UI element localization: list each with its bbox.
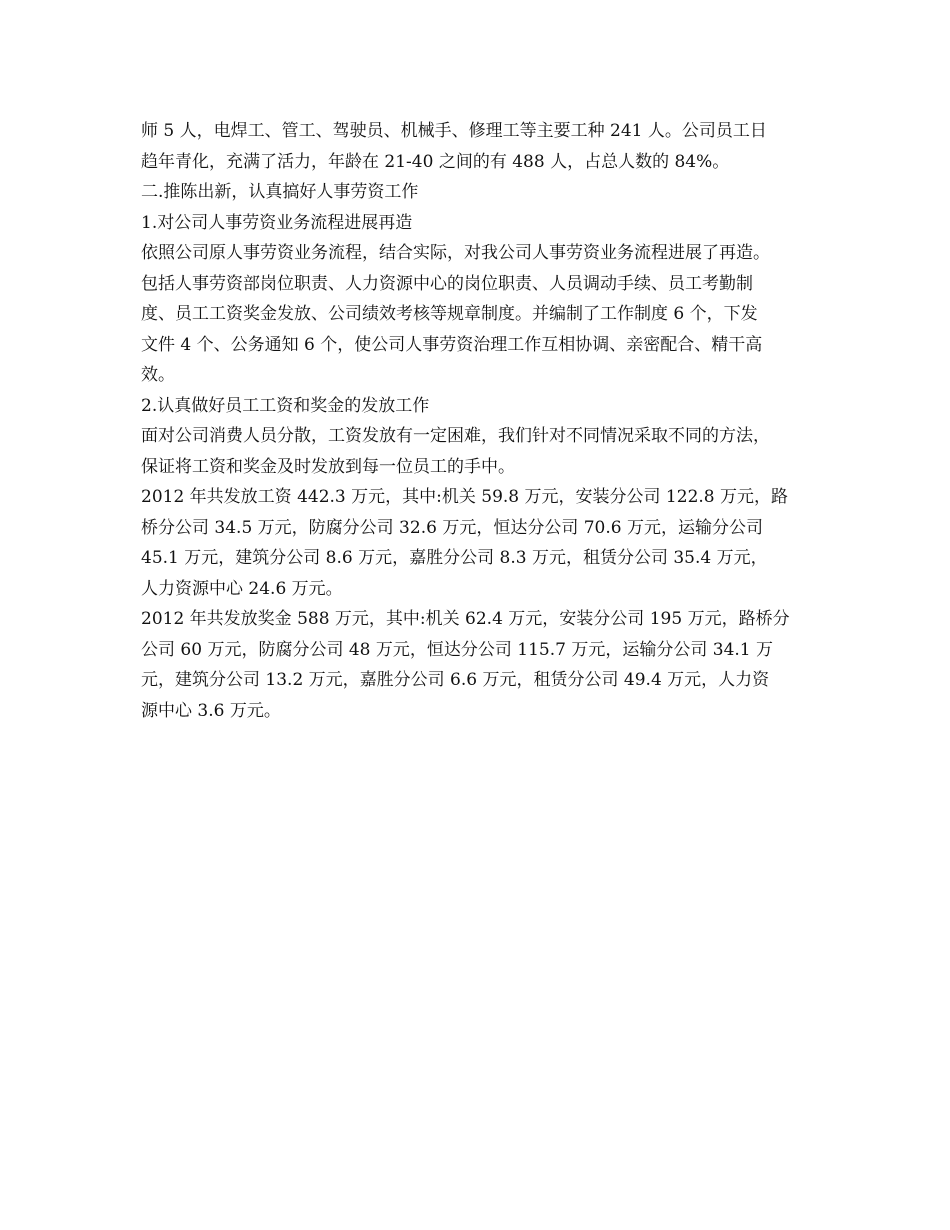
document-body bbox=[141, 116, 841, 726]
text-line: 2012 年共发放工资 442.3 万元，其中:机关 59.8 万元，安装分公司 122.8 万元，路 bbox=[141, 487, 789, 507]
text-line: 保证将工资和奖金及时发放到每一位员工的手中。 bbox=[141, 456, 515, 477]
text-line: 趋年青化，充满了活力，年龄在 21-40 之间的有 488 人，占总人数的 84%。 bbox=[141, 151, 730, 172]
text-line: 度、员工工资奖金发放、公司绩效考核等规章制度。并编制了工作制度 6 个，下发 bbox=[141, 304, 758, 324]
text-line: 元，建筑分公司 13.2 万元，嘉胜分公司 6.6 万元，租赁分公司 49.4 万元，人力资 bbox=[141, 670, 770, 690]
text-line: 公司 60 万元，防腐分公司 48 万元，恒达分公司 115.7 万元，运输分公司 34.1 万 bbox=[141, 639, 774, 660]
subsection-heading: 2.认真做好员工工资和奖金的发放工作 bbox=[141, 395, 430, 416]
text-line: 45.1 万元，建筑分公司 8.6 万元，嘉胜分公司 8.3 万元，租赁分公司 35.4 万元， bbox=[141, 548, 768, 568]
section-heading: 二.推陈出新，认真搞好人事劳资工作 bbox=[141, 182, 419, 202]
text-line: 效。 bbox=[141, 365, 175, 385]
subsection-heading: 1.对公司人事劳资业务流程进展再造 bbox=[141, 212, 413, 233]
text-line: 师 5 人，电焊工、管工、驾驶员、机械手、修理工等主要工种 241 人。公司员工日 bbox=[141, 121, 767, 141]
text-line: 面对公司消费人员分散，工资发放有一定困难，我们针对不同情况采取不同的方法， bbox=[141, 426, 770, 446]
text-line: 人力资源中心 24.6 万元。 bbox=[141, 578, 343, 599]
text-line: 桥分公司 34.5 万元，防腐分公司 32.6 万元，恒达分公司 70.6 万元，运输分公司 bbox=[141, 517, 763, 538]
text-line: 文件 4 个、公务通知 6 个，使公司人事劳资治理工作互相协调、亲密配合、精干高 bbox=[141, 334, 763, 355]
text-line: 2012 年共发放奖金 588 万元，其中:机关 62.4 万元，安装分公司 195 万元，路桥分 bbox=[141, 609, 790, 629]
text-line: 源中心 3.6 万元。 bbox=[141, 700, 281, 721]
text-line: 依照公司原人事劳资业务流程，结合实际，对我公司人事劳资业务流程进展了再造。 bbox=[141, 243, 770, 263]
text-line: 包括人事劳资部岗位职责、人力资源中心的岗位职责、人员调动手续、员工考勤制 bbox=[141, 273, 753, 294]
